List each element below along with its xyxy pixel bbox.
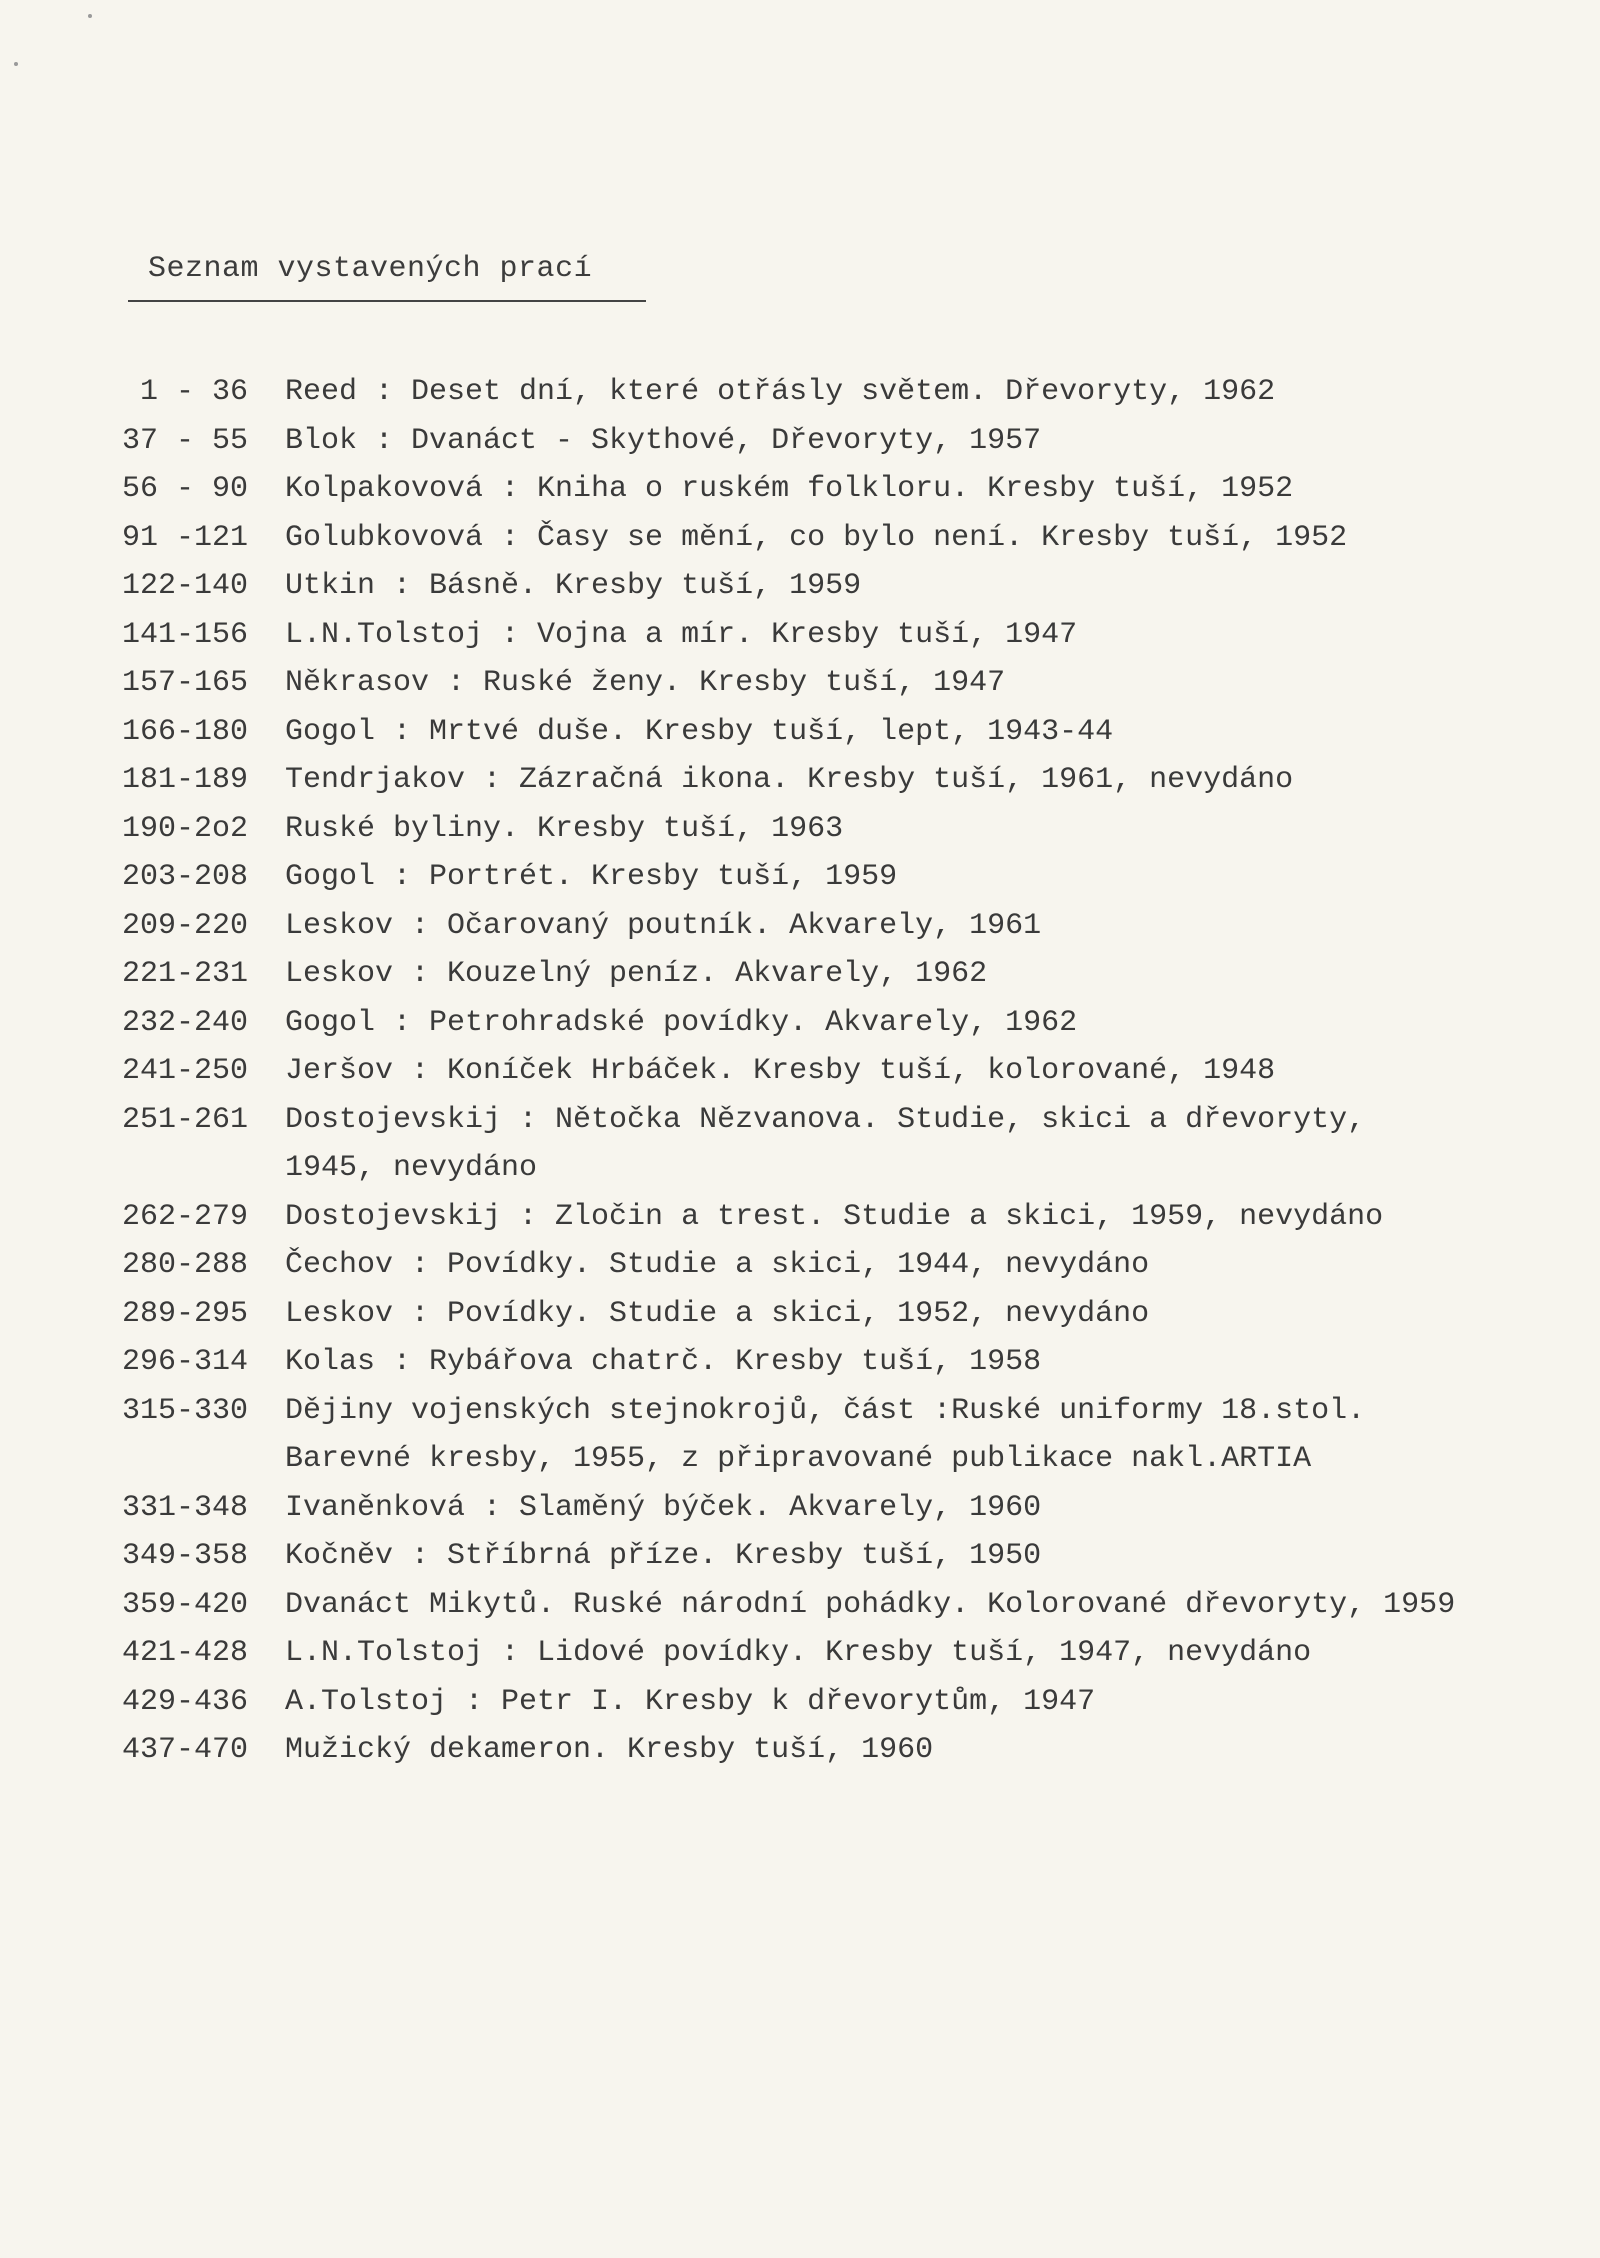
- work-entry: [0, 562, 1600, 611]
- work-entry: [0, 611, 1600, 660]
- work-entry: [0, 708, 1600, 757]
- work-description-line: Dvanáct Mikytů. Ruské národní pohádky. Kolorované dřevoryty, 1959: [285, 1587, 1456, 1622]
- page-title: Seznam vystavených prací: [148, 252, 593, 286]
- work-number-range: 429-436: [121, 1684, 248, 1719]
- work-description-line: Blok : Dvanáct - Skythové, Dřevoryty, 1957: [285, 423, 1042, 458]
- work-description: [285, 562, 1585, 611]
- work-description: [285, 1193, 1585, 1242]
- work-number-range: 209-220: [121, 908, 248, 943]
- work-description: [285, 1726, 1585, 1775]
- work-entry: [0, 1678, 1600, 1727]
- work-number-range: 1 - 36: [139, 375, 248, 409]
- work-number-range: 122-140: [121, 569, 248, 603]
- work-description-line: Leskov : Očarovaný poutník. Akvarely, 1961: [285, 908, 1042, 943]
- work-number-range: 280-288: [121, 1248, 248, 1282]
- work-entry: [0, 1096, 1600, 1193]
- work-description: [285, 659, 1585, 708]
- work-entry: [0, 1290, 1600, 1339]
- work-number-range: 349-358: [121, 1539, 248, 1573]
- work-description-line: 1945, nevydáno: [285, 1151, 538, 1185]
- work-description-line: Čechov : Povídky. Studie a skici, 1944, nevydáno: [285, 1248, 1150, 1282]
- work-description-line: Gogol : Portrét. Kresby tuší, 1959: [285, 860, 898, 894]
- works-list: [0, 368, 1600, 1775]
- work-number-range: 190-2o2: [121, 811, 248, 846]
- work-description: [285, 1241, 1585, 1290]
- work-description: [285, 1387, 1585, 1484]
- work-entry: [0, 756, 1600, 805]
- work-number-range: 157-165: [121, 666, 248, 700]
- work-entry: [0, 1581, 1600, 1630]
- work-description-line: Tendrjakov : Zázračná ikona. Kresby tuší, 1961, nevydáno: [285, 763, 1294, 797]
- work-entry: [0, 950, 1600, 999]
- work-number-range: 232-240: [121, 1005, 248, 1040]
- work-entry: [0, 465, 1600, 514]
- work-description: [285, 756, 1585, 805]
- work-number-range: 315-330: [121, 1393, 248, 1428]
- work-entry: [0, 1193, 1600, 1242]
- work-number-range: 181-189: [121, 763, 248, 797]
- work-description: [285, 1581, 1585, 1630]
- work-number-range: 56 - 90: [121, 472, 248, 506]
- work-description-line: Leskov : Povídky. Studie a skici, 1952, nevydáno: [285, 1296, 1150, 1331]
- work-description-line: Ivaněnková : Slaměný býček. Akvarely, 1960: [285, 1490, 1042, 1525]
- work-description: [285, 1338, 1585, 1387]
- work-description-line: Leskov : Kouzelný peníz. Akvarely, 1962: [285, 957, 988, 991]
- work-number-range: 289-295: [121, 1296, 248, 1331]
- work-number-range: 331-348: [121, 1490, 248, 1525]
- work-entry: [0, 659, 1600, 708]
- work-entry: [0, 514, 1600, 563]
- work-description: [285, 805, 1585, 854]
- work-entry: [0, 1387, 1600, 1484]
- work-description-line: Ruské byliny. Kresby tuší, 1963: [285, 811, 844, 846]
- work-description-line: Dostojevskij : Nětočka Nězvanova. Studie, skici a dřevoryty,: [285, 1102, 1366, 1137]
- work-description: [285, 417, 1585, 466]
- work-number-range: 262-279: [121, 1199, 248, 1234]
- work-description: [285, 853, 1585, 902]
- work-description: [285, 708, 1585, 757]
- work-number-range: 437-470: [121, 1733, 248, 1767]
- paper-speck: [14, 62, 18, 66]
- work-description: [285, 611, 1585, 660]
- work-description: [285, 1047, 1585, 1096]
- work-description-line: Utkin : Básně. Kresby tuší, 1959: [285, 569, 862, 603]
- work-description-line: Dějiny vojenských stejnokrojů, část :Ruské uniformy 18.stol.: [285, 1393, 1366, 1428]
- work-description-line: Někrasov : Ruské ženy. Kresby tuší, 1947: [285, 666, 1006, 700]
- work-description-line: Dostojevskij : Zločin a trest. Studie a skici, 1959, nevydáno: [285, 1199, 1384, 1234]
- work-description: [285, 999, 1585, 1048]
- work-entry: [0, 1484, 1600, 1533]
- work-entry: [0, 1629, 1600, 1678]
- work-description: [285, 902, 1585, 951]
- work-number-range: 251-261: [121, 1102, 248, 1137]
- work-entry: [0, 1047, 1600, 1096]
- work-entry: [0, 1726, 1600, 1775]
- work-description: [285, 368, 1585, 417]
- work-description-line: Jeršov : Koníček Hrbáček. Kresby tuší, kolorované, 1948: [285, 1054, 1276, 1088]
- work-description-line: Reed : Deset dní, které otřásly světem. Dřevoryty, 1962: [285, 375, 1276, 409]
- work-description: [285, 950, 1585, 999]
- title-underline: [128, 300, 646, 302]
- work-description-line: Gogol : Petrohradské povídky. Akvarely, 1962: [285, 1005, 1078, 1040]
- work-description-line: Barevné kresby, 1955, z připravované publikace nakl.ARTIA: [285, 1442, 1312, 1476]
- work-description-line: L.N.Tolstoj : Lidové povídky. Kresby tuší, 1947, nevydáno: [285, 1636, 1312, 1670]
- work-number-range: 359-420: [121, 1587, 248, 1622]
- work-number-range: 141-156: [121, 617, 248, 652]
- work-entry: [0, 368, 1600, 417]
- work-description: [285, 514, 1585, 563]
- work-number-range: 296-314: [121, 1345, 248, 1379]
- work-number-range: 241-250: [121, 1054, 248, 1088]
- work-description: [285, 1484, 1585, 1533]
- work-number-range: 421-428: [121, 1636, 248, 1670]
- work-entry: [0, 853, 1600, 902]
- work-number-range: 91 -121: [121, 520, 248, 555]
- work-description: [285, 1096, 1585, 1193]
- work-entry: [0, 999, 1600, 1048]
- work-description-line: L.N.Tolstoj : Vojna a mír. Kresby tuší, 1947: [285, 617, 1078, 652]
- work-description-line: Kolas : Rybářova chatrč. Kresby tuší, 1958: [285, 1345, 1042, 1379]
- work-description: [285, 465, 1585, 514]
- work-description: [285, 1290, 1585, 1339]
- work-entry: [0, 805, 1600, 854]
- work-number-range: 203-208: [121, 860, 248, 894]
- work-entry: [0, 1241, 1600, 1290]
- work-description-line: Golubkovová : Časy se mění, co bylo není. Kresby tuší, 1952: [285, 520, 1348, 555]
- work-entry: [0, 902, 1600, 951]
- work-description-line: Gogol : Mrtvé duše. Kresby tuší, lept, 1943-44: [285, 714, 1114, 749]
- work-number-range: 37 - 55: [121, 423, 248, 458]
- work-description-line: Kolpakovová : Kniha o ruském folkloru. Kresby tuší, 1952: [285, 472, 1294, 506]
- work-description-line: A.Tolstoj : Petr I. Kresby k dřevorytům, 1947: [285, 1684, 1096, 1719]
- work-description-line: Kočněv : Stříbrná příze. Kresby tuší, 1950: [285, 1539, 1042, 1573]
- work-number-range: 221-231: [121, 957, 248, 991]
- work-entry: [0, 1338, 1600, 1387]
- work-description: [285, 1532, 1585, 1581]
- work-description: [285, 1629, 1585, 1678]
- work-entry: [0, 1532, 1600, 1581]
- paper-speck: [88, 14, 92, 18]
- work-description: [285, 1678, 1585, 1727]
- work-description-line: Mužický dekameron. Kresby tuší, 1960: [285, 1733, 934, 1767]
- work-entry: [0, 417, 1600, 466]
- work-number-range: 166-180: [121, 714, 248, 749]
